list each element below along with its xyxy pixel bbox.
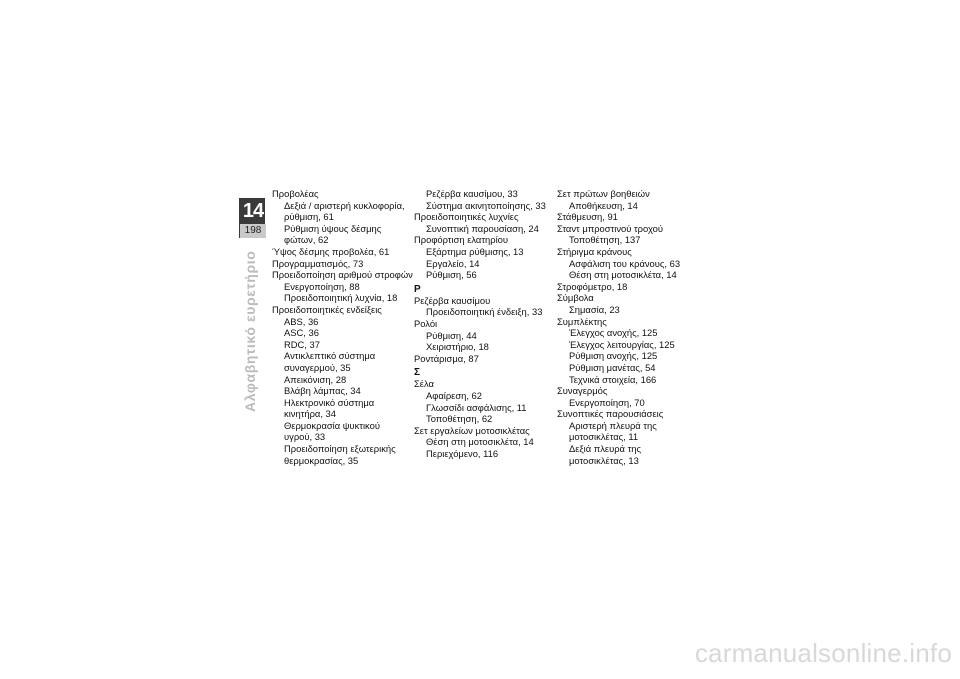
- index-entry: Προβολέας: [272, 188, 319, 199]
- index-entry: Ρεζέρβα καυσίμου: [414, 294, 491, 306]
- index-subentry: Δεξιά / αριστερή κυκλοφορία,: [284, 199, 405, 211]
- index-subentry: Αποθήκευση, 14: [569, 199, 638, 211]
- index-subentry: Βλάβη λάμπας, 34: [284, 385, 361, 397]
- index-subentry: Ρεζέρβα καυσίμου, 33: [426, 188, 518, 199]
- index-entry: Προειδοποιητικές λυχνίες: [414, 211, 519, 223]
- index-subentry: Έλεγχος λειτουργίας, 125: [569, 338, 675, 350]
- index-subentry: Ασφάλιση του κράνους, 63: [569, 257, 681, 269]
- index-entry: Ύψος δέσμης προβολέα, 61: [272, 245, 390, 257]
- index-column-2: [414, 188, 556, 459]
- index-subentry: Ρύθμιση ανοχής, 125: [569, 350, 658, 362]
- index-subentry: συναγερμού, 35: [284, 361, 351, 373]
- index-subentry: Απεικόνιση, 28: [284, 373, 347, 385]
- index-subentry: ρύθμιση, 61: [284, 211, 334, 223]
- index-entry: Προειδοποίηση αριθμού στροφών: [272, 269, 413, 281]
- index-subentry: Αφαίρεση, 62: [426, 389, 482, 401]
- index-subentry: Προειδοποιητική ένδειξη, 33: [426, 306, 543, 318]
- index-subentry: Ρύθμιση, 56: [426, 269, 477, 281]
- index-subentry: Ρύθμιση ύψους δέσμης: [284, 222, 382, 234]
- index-letter-heading: Ρ: [414, 283, 421, 295]
- index-subentry: Θέση στη μοτοσικλέτα, 14: [569, 269, 677, 281]
- index-subentry: Θερμοκρασία ψυκτικού: [284, 419, 380, 431]
- chapter-title: Αλφαβητικό ευρετήριο: [242, 250, 258, 412]
- index-subentry: Σύστημα ακινητοποίησης, 33: [426, 199, 546, 211]
- index-subentry: φώτων, 62: [284, 234, 329, 246]
- index-entry: Στροφόμετρο, 18: [557, 280, 628, 292]
- index-subentry: Προειδοποιητική λυχνία, 18: [284, 292, 398, 304]
- index-subentry: RDC, 37: [284, 338, 320, 350]
- index-entry: Στήριγμα κράνους: [557, 245, 632, 257]
- index-subentry: Περιεχόμενο, 116: [426, 447, 499, 459]
- index-subentry: Συνοπτική παρουσίαση, 24: [426, 222, 539, 234]
- index-entry: Σετ πρώτων βοηθειών: [557, 188, 650, 199]
- index-subentry: Έλεγχος ανοχής, 125: [569, 327, 658, 339]
- index-entry: Σετ εργαλείων μοτοσικλέτας: [414, 424, 530, 436]
- index-subentry: Εργαλείο, 14: [426, 257, 480, 269]
- index-subentry: Γλωσσίδι ασφάλισης, 11: [426, 401, 527, 413]
- index-entry: Προφόρτιση ελατηρίου: [414, 234, 509, 246]
- index-subentry: κινητήρα, 34: [284, 408, 336, 420]
- index-subentry: Τοποθέτηση, 137: [569, 234, 641, 246]
- index-entry: Ρολόι: [414, 317, 438, 329]
- index-subentry: Ηλεκτρονικό σύστημα: [284, 396, 375, 408]
- index-entry: Ροντάρισμα, 87: [414, 352, 479, 364]
- index-subentry: Ενεργοποίηση, 70: [569, 396, 645, 408]
- index-subentry: Σημασία, 23: [569, 303, 620, 315]
- index-subentry: Δεξιά πλευρά της: [569, 443, 642, 455]
- index-subentry: Αντικλεπτικό σύστημα: [284, 350, 376, 362]
- index-entry: Σύμβολα: [557, 292, 594, 304]
- page-number: 198: [240, 224, 266, 238]
- index-subentry: Αριστερή πλευρά της: [569, 419, 657, 431]
- index-entry: Στάθμευση, 91: [557, 211, 618, 223]
- index-entry: Σέλα: [414, 378, 434, 390]
- index-entry: Συμπλέκτης: [557, 315, 607, 327]
- index-column-1: [272, 188, 414, 466]
- index-subentry: μοτοσικλέτας, 11: [569, 431, 639, 443]
- index-subentry: Εξάρτημα ρύθμισης, 13: [426, 245, 524, 257]
- index-subentry: Προειδοποίηση εξωτερικής: [284, 443, 396, 455]
- index-subentry: υγρού, 33: [284, 431, 326, 443]
- index-subentry: Ρύθμιση μανέτας, 54: [569, 361, 656, 373]
- watermark: carmanualsonline.info: [694, 638, 952, 668]
- index-subentry: ABS, 36: [284, 315, 319, 327]
- index-subentry: Ρύθμιση, 44: [426, 329, 477, 341]
- index-subentry: Χειριστήριο, 18: [426, 341, 489, 353]
- index-entry: Προγραμματισμός, 73: [272, 257, 364, 269]
- chapter-number: 14: [242, 200, 264, 222]
- index-entry: Συναγερμός: [557, 385, 608, 397]
- index-entry: Προειδοποιητικές ενδείξεις: [272, 303, 382, 315]
- index-subentry: Τοποθέτηση, 62: [426, 413, 493, 425]
- index-subentry: θερμοκρασίας, 35: [284, 454, 359, 466]
- index-subentry: Τεχνικά στοιχεία, 166: [569, 373, 657, 385]
- index-subentry: μοτοσικλέτας, 13: [569, 454, 639, 466]
- index-subentry: ASC, 36: [284, 327, 319, 339]
- index-entry: Σταντ μπροστινού τροχού: [557, 222, 663, 234]
- index-entry: Συνοπτικές παρουσιάσεις: [557, 408, 664, 420]
- index-subentry: Θέση στη μοτοσικλέτα, 14: [426, 436, 534, 448]
- index-letter-heading: Σ: [414, 367, 421, 379]
- index-column-3: [557, 188, 699, 466]
- index-subentry: Ενεργοποίηση, 88: [284, 280, 360, 292]
